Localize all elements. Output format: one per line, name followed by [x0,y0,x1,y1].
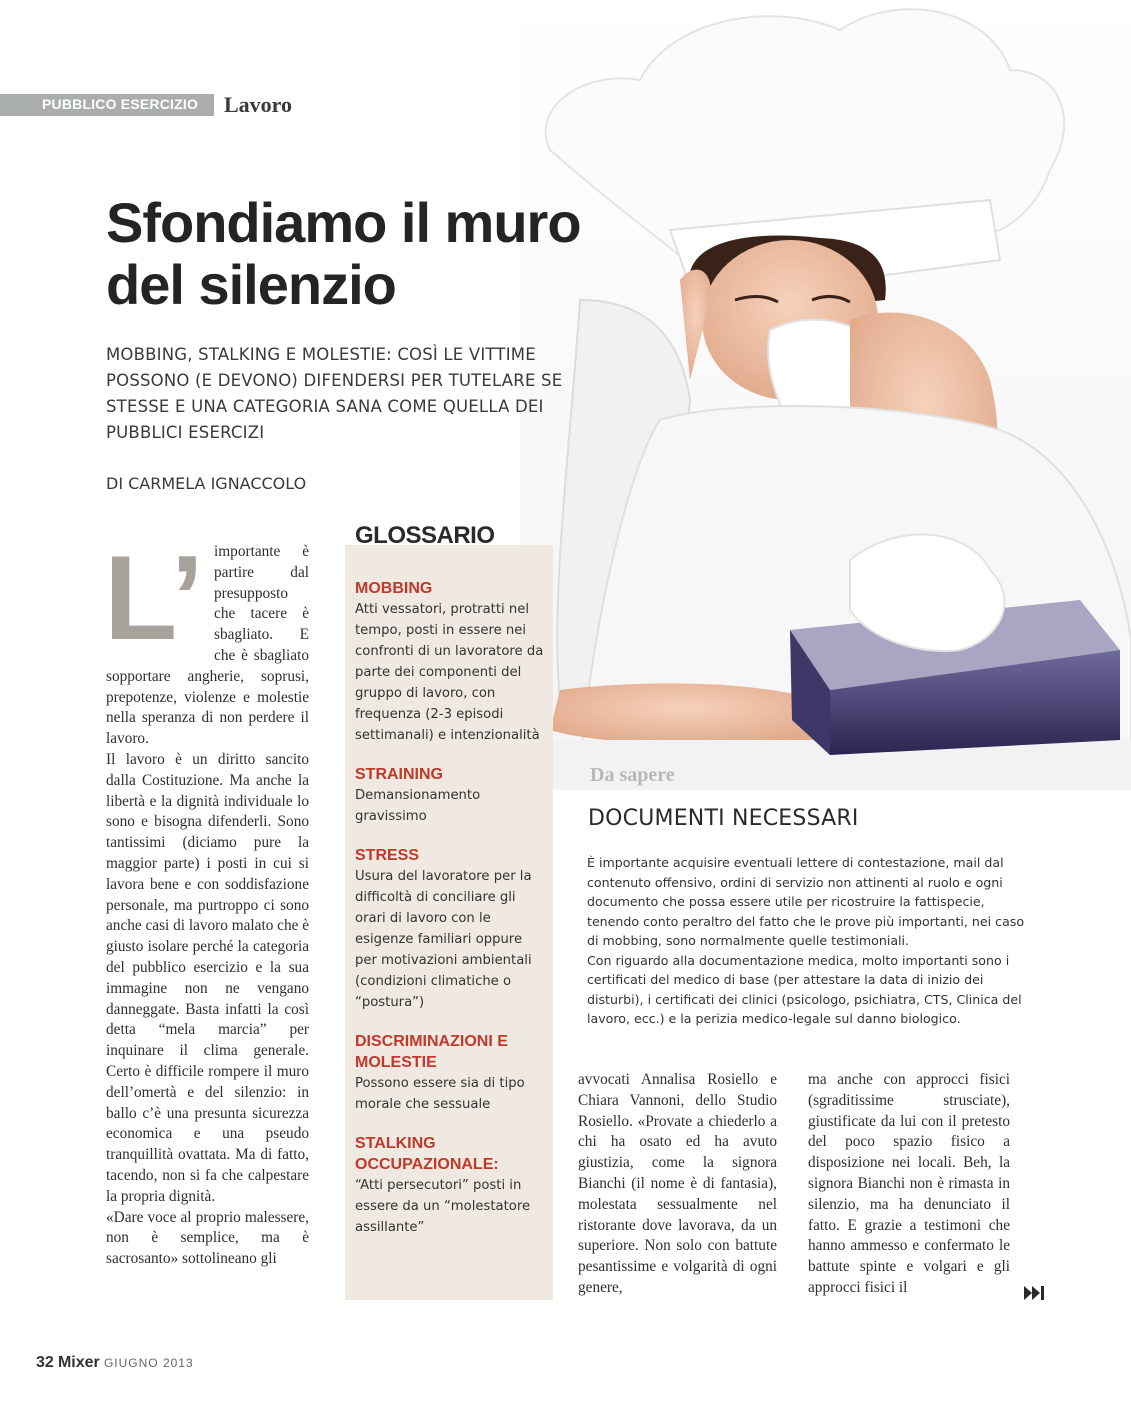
body-paragraph: importante è partire dal presupposto che tacere è sbagliato. E che è sbagliato sopportare angherie, soprusi, prepotenze, violenze e molestie nella speranza di non perdere il lavoro. [106,543,309,748]
drop-cap: L’ [104,531,205,665]
page-footer [36,1354,194,1372]
body-paragraph: ma anche con approcci fisici (sgraditissime strusciate), giustificate da lui con il pretesto del poco spazio fisico a disposizione nei locali. Beh, la signora Bianchi non è rimasta in silenzio, ma ha denunciato il fatto. E grazie a testimoni che hanno ammesso e confermato le battute spinte e volgari e gli approcci fisici il [808,1071,1010,1296]
glossary-term: STRESS [355,847,420,864]
glossary-term: DISCRIMINAZIONI E MOLESTIE [355,1033,508,1071]
author-byline: DI CARMELA IGNACCOLO [106,474,307,493]
section-label: PUBBLICO ESERCIZIO [42,96,199,112]
body-paragraph: avvocati Annalisa Rosiello e Chiara Vannoni, dello Studio Rosiello. «Provate a chiederlo a chi ha osato ed ha avuto giustizia, come la signora Bianchi (il nome è di fantasia), molestata sessualmente nel ristorante dove lavorava, da un superiore. Non solo con battute pesantissime e volgarità di ogni genere, [578,1071,777,1296]
body-paragraph: «Dare voce al proprio malessere, non è semplice, ma è sacrosanto» sottolineano gli [106,1208,309,1268]
page-number: 32 [36,1354,54,1371]
section-sub-label: Lavoro [224,92,293,117]
sidebar-body [587,853,1027,1029]
body-paragraph: Il lavoro è un diritto sancito dalla Costituzione. Ma anche la libertà e la dignità individuale lo sono e bisogna difenderli. Sono tantissimi (diciamo pure la maggior parte) i posti in cui si lavora bene e con soddisfazione personale, ma purtroppo ci sono anche casi di lavoro malato che è giusto isolare perché la categoria del pubblico esercizio e la sua immagine non ne vengano danneggate. Basta infatti la così detta “mela marcia” per inquinare il clima generale. Certo è difficile rompere il muro dell’omertà e del silenzio: in ballo c’è una presunta sicurezza economica e una pseudo tranquillità ovattata. Ma di fatto, tacendo, non si fa che calpestare la propria dignità. [106,750,310,1205]
magazine-name: Mixer [57,1354,100,1371]
sidebar-paragraph: È importante acquisire eventuali lettere di contestazione, mail dal contenuto offensivo, ordini di servizio non attinenti al ruolo e ogni documento che possa essere utile per ricostruire la fattispecie, tenendo conto peraltro del fatto che le prove più importanti, nei caso di mobbing, sono normalmente quelle testimoniali. [587,855,1025,948]
body-column-3 [578,1070,777,1299]
body-column-4 [808,1070,1010,1299]
subhead: MOBBING, STALKING E MOLESTIE: COSÌ LE VITTIME POSSONO (E DEVONO) DIFENDERSI PER TUTELARE SE STESSE E UNA CATEGORIA SANA COME QUELLA DEI PUBBLICI ESERCIZI [106,345,563,442]
glossary-title: GLOSSARIO [355,522,495,549]
glossary-list [355,578,545,1256]
issue-date: GIUGNO 2013 [103,1356,194,1370]
glossary-definition: Possono essere sia di tipo morale che sessuale [355,1076,525,1112]
glossary-definition: Usura del lavoratore per la difficoltà di conciliare gli orari di lavoro con le esigenze familiari oppure per motivazioni ambientali (condizioni climatiche o “postura”) [355,869,532,1010]
continue-arrow-icon [1024,1285,1046,1306]
headline: Sfondiamo il muro del silenzio [106,191,581,316]
sidebar-tag: Da sapere [590,764,675,786]
sidebar-paragraph: Con riguardo alla documentazione medica, molto importanti sono i certificati del medico di base (per attestare la data di inizio dei disturbi), i certificati dei clinici (psicologo, psichiatra, CTS, Clinica del lavoro, ecc.) e la perizia medico-legale sul danno biologico. [587,952,1022,1026]
glossary-definition: Demansionamento gravissimo [355,788,481,824]
glossary-term: STALKING OCCUPAZIONALE: [355,1135,499,1173]
glossary-term: STRAINING [355,766,443,783]
glossary-definition: “Atti persecutori” posti in essere da un “molestatore assillante” [355,1178,531,1235]
glossary-definition: Atti vessatori, protratti nel tempo, posti in essere nei confronti di un lavoratore da parte dei componenti del gruppo di lavoro, con frequenza (2-3 episodi settimanali) e intenzionalità [355,602,544,743]
chef-photo [520,0,1131,790]
glossary-term: MOBBING [355,580,433,597]
sidebar-title: DOCUMENTI NECESSARI [588,806,859,831]
body-column-1 [104,531,310,1270]
